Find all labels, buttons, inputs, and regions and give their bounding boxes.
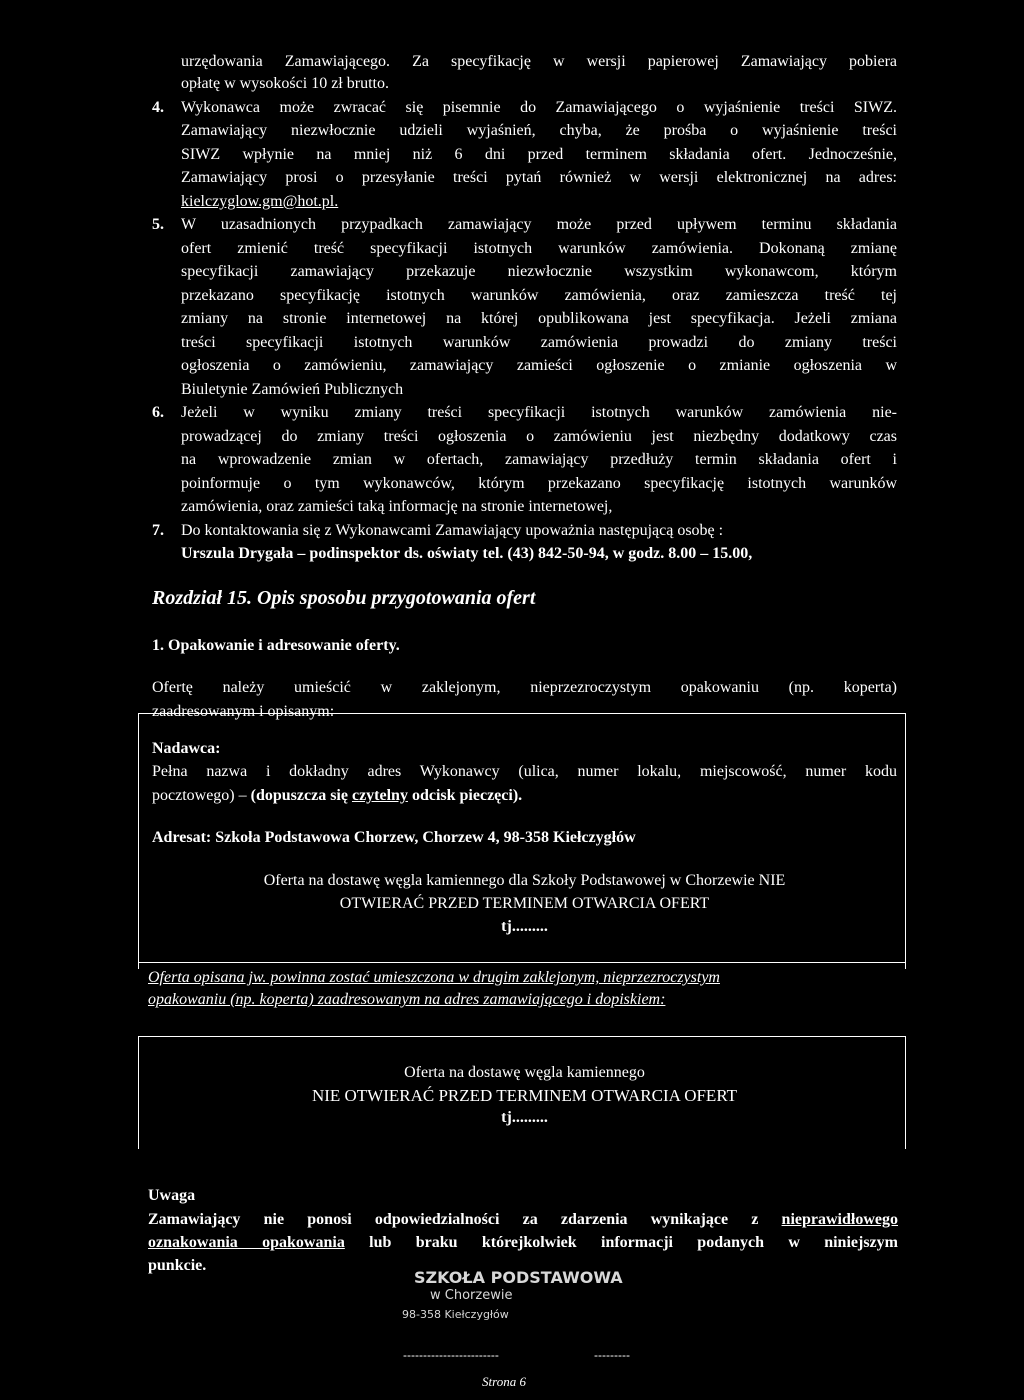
contact-person: Urszula Drygała – podinspektor ds. oświaty tel. (43) 842-50-94, w godz. 8.00 – 15.00, (181, 545, 753, 562)
page-number: Strona 6 (482, 1374, 526, 1389)
sender-description: Pełna nazwa i dokładny adres Wykonawcy (ulica, numer lokalu, miejscowość, numer kodu (152, 763, 897, 780)
email-link[interactable]: kielczyglow.gm@hot.pl. (181, 193, 339, 210)
packing-paragraph: Ofertę należy umieścić w zaklejonym, nieprzezroczystym opakowaniu (np. koperta) (152, 679, 897, 696)
warning-line: punkcie. (148, 1257, 207, 1274)
signature-line: --------- (594, 1348, 630, 1362)
warning-text-underlined: oznakowania opakowania (148, 1234, 345, 1251)
sender-description (152, 786, 522, 806)
item-5-line: treści specyfikacji istotnych warunków zamówienia prowadzi do zmiany treści (181, 334, 897, 351)
item-5-line: ogłoszenia o zamówieniu, zamawiający zamieści ogłoszenie o zmianie ogłoszenia w (181, 357, 897, 374)
item-6-line: poinformuje o tym wykonawców, którym przekazano specyfikację istotnych warunków (181, 475, 897, 492)
item-5-line: specyfikacji zamawiający przekazuje niezwłocznie wszystkim wykonawcom, którym (181, 263, 897, 280)
item-6-line: zamówienia, oraz zamieści taką informację na stronie internetowej, (181, 498, 613, 515)
item-6-line: na wprowadzenie zmian w ofertach, zamawiający przedłuży termin składania ofert i (181, 451, 897, 468)
intro-line: opłatę w wysokości 10 zł brutto. (181, 75, 389, 92)
warning-text: lub braku którejkolwiek informacji podanych w niniejszym (344, 1234, 898, 1251)
signature-line: ------------------------ (403, 1348, 499, 1362)
divider (138, 962, 906, 963)
warning-text: Zamawiający nie ponosi odpowiedzialności za zdarzenia wynikające z (148, 1211, 782, 1228)
item-4-line: Wykonawca może zwracać się pisemnie do Zamawiającego o wyjaśnienie treści SIWZ. (181, 99, 897, 116)
item-4-line: SIWZ wpłynie na mniej niż 6 dni przed terminem składania ofert. Jednocześnie, (181, 146, 897, 163)
sender-text-underlined: czytelny (351, 787, 408, 804)
item-number: 6. (152, 404, 164, 421)
section-heading: 1. Opakowanie i adresowanie oferty. (152, 637, 400, 654)
item-5-line: przekazano specyfikację istotnych warunków zamówienia, oraz zamieszcza treść tej (181, 287, 897, 304)
item-7-line: Do kontaktowania się z Wykonawcami Zamawiający upoważnia następującą osobę : (181, 522, 724, 539)
inner-offer-label: Oferta na dostawę węgla kamiennego (404, 1064, 645, 1081)
warning-line (148, 1233, 898, 1253)
item-6-line: Jeżeli w wyniku zmiany treści specyfikacji istotnych warunków zamówienia nie- (181, 404, 897, 421)
chapter-heading: Rozdział 15. Opis sposobu przygotowania ofert (152, 587, 536, 609)
inner-offer-date: tj......... (501, 1109, 548, 1126)
note-line: Oferta opisana jw. powinna zostać umieszczona w drugim zaklejonym, nieprzezroczystym (148, 969, 720, 986)
school-stamp: SZKOŁA PODSTAWOWA (414, 1268, 623, 1287)
item-4-line: Zamawiający prosi o przesyłanie treści pytań również w wersji elektronicznej na adres: (181, 169, 897, 186)
item-5-line: zmiany na stronie internetowej na której opublikowana jest specyfikacja. Jeżeli zmiana (181, 310, 897, 327)
sender-text-bold: (dopuszcza się (250, 787, 352, 804)
note-line: opakowaniu (np. koperta) zaadresowanym na adres zamawiającego i dopiskiem: (148, 991, 666, 1008)
item-number: 4. (152, 99, 164, 116)
item-5-line: Biuletynie Zamówień Publicznych (181, 381, 404, 398)
sender-text-bold: odcisk pieczęci). (407, 787, 523, 804)
sender-text: pocztowego) – (152, 787, 251, 804)
item-5-line: ofert zmienić treść specyfikacji istotnych warunków zamówienia. Dokonaną zmianę (181, 240, 897, 257)
warning-text-underlined: nieprawidłowego (781, 1211, 898, 1228)
item-5-line: W uzasadnionych przypadkach zamawiający może przed upływem terminu składania (181, 216, 897, 233)
item-number: 5. (152, 216, 164, 233)
item-6-line: prowadzącej do zmiany treści ogłoszenia o zamówieniu jest niezbędny dodatkowy czas (181, 428, 897, 445)
warning-title: Uwaga (148, 1187, 196, 1204)
intro-line: urzędowania Zamawiającego. Za specyfikację w wersji papierowej Zamawiający pobiera (181, 53, 897, 70)
school-stamp: 98-358 Kiełczygłów (402, 1308, 509, 1321)
offer-date: tj......... (501, 918, 548, 935)
offer-label: OTWIERAĆ PRZED TERMINEM OTWARCIA OFERT (339, 895, 710, 912)
item-number: 7. (152, 522, 164, 539)
item-4-line: Zamawiający niezwłocznie udzieli wyjaśnień, chyba, że prośba o wyjaśnienie treści (181, 122, 897, 139)
offer-label: Oferta na dostawę węgla kamiennego dla Szkoły Podstawowej w Chorzewie NIE (263, 872, 786, 889)
packing-paragraph: zaadresowanym i opisanym: (152, 703, 335, 720)
inner-offer-label: NIE OTWIERAĆ PRZED TERMINEM OTWARCIA OFERT (311, 1086, 738, 1105)
school-stamp: w Chorzewie (430, 1288, 513, 1303)
addressee: Adresat: Szkoła Podstawowa Chorzew, Chorzew 4, 98-358 Kiełczygłów (152, 829, 636, 846)
warning-line (148, 1210, 898, 1230)
sender-label: Nadawca: (152, 740, 221, 757)
